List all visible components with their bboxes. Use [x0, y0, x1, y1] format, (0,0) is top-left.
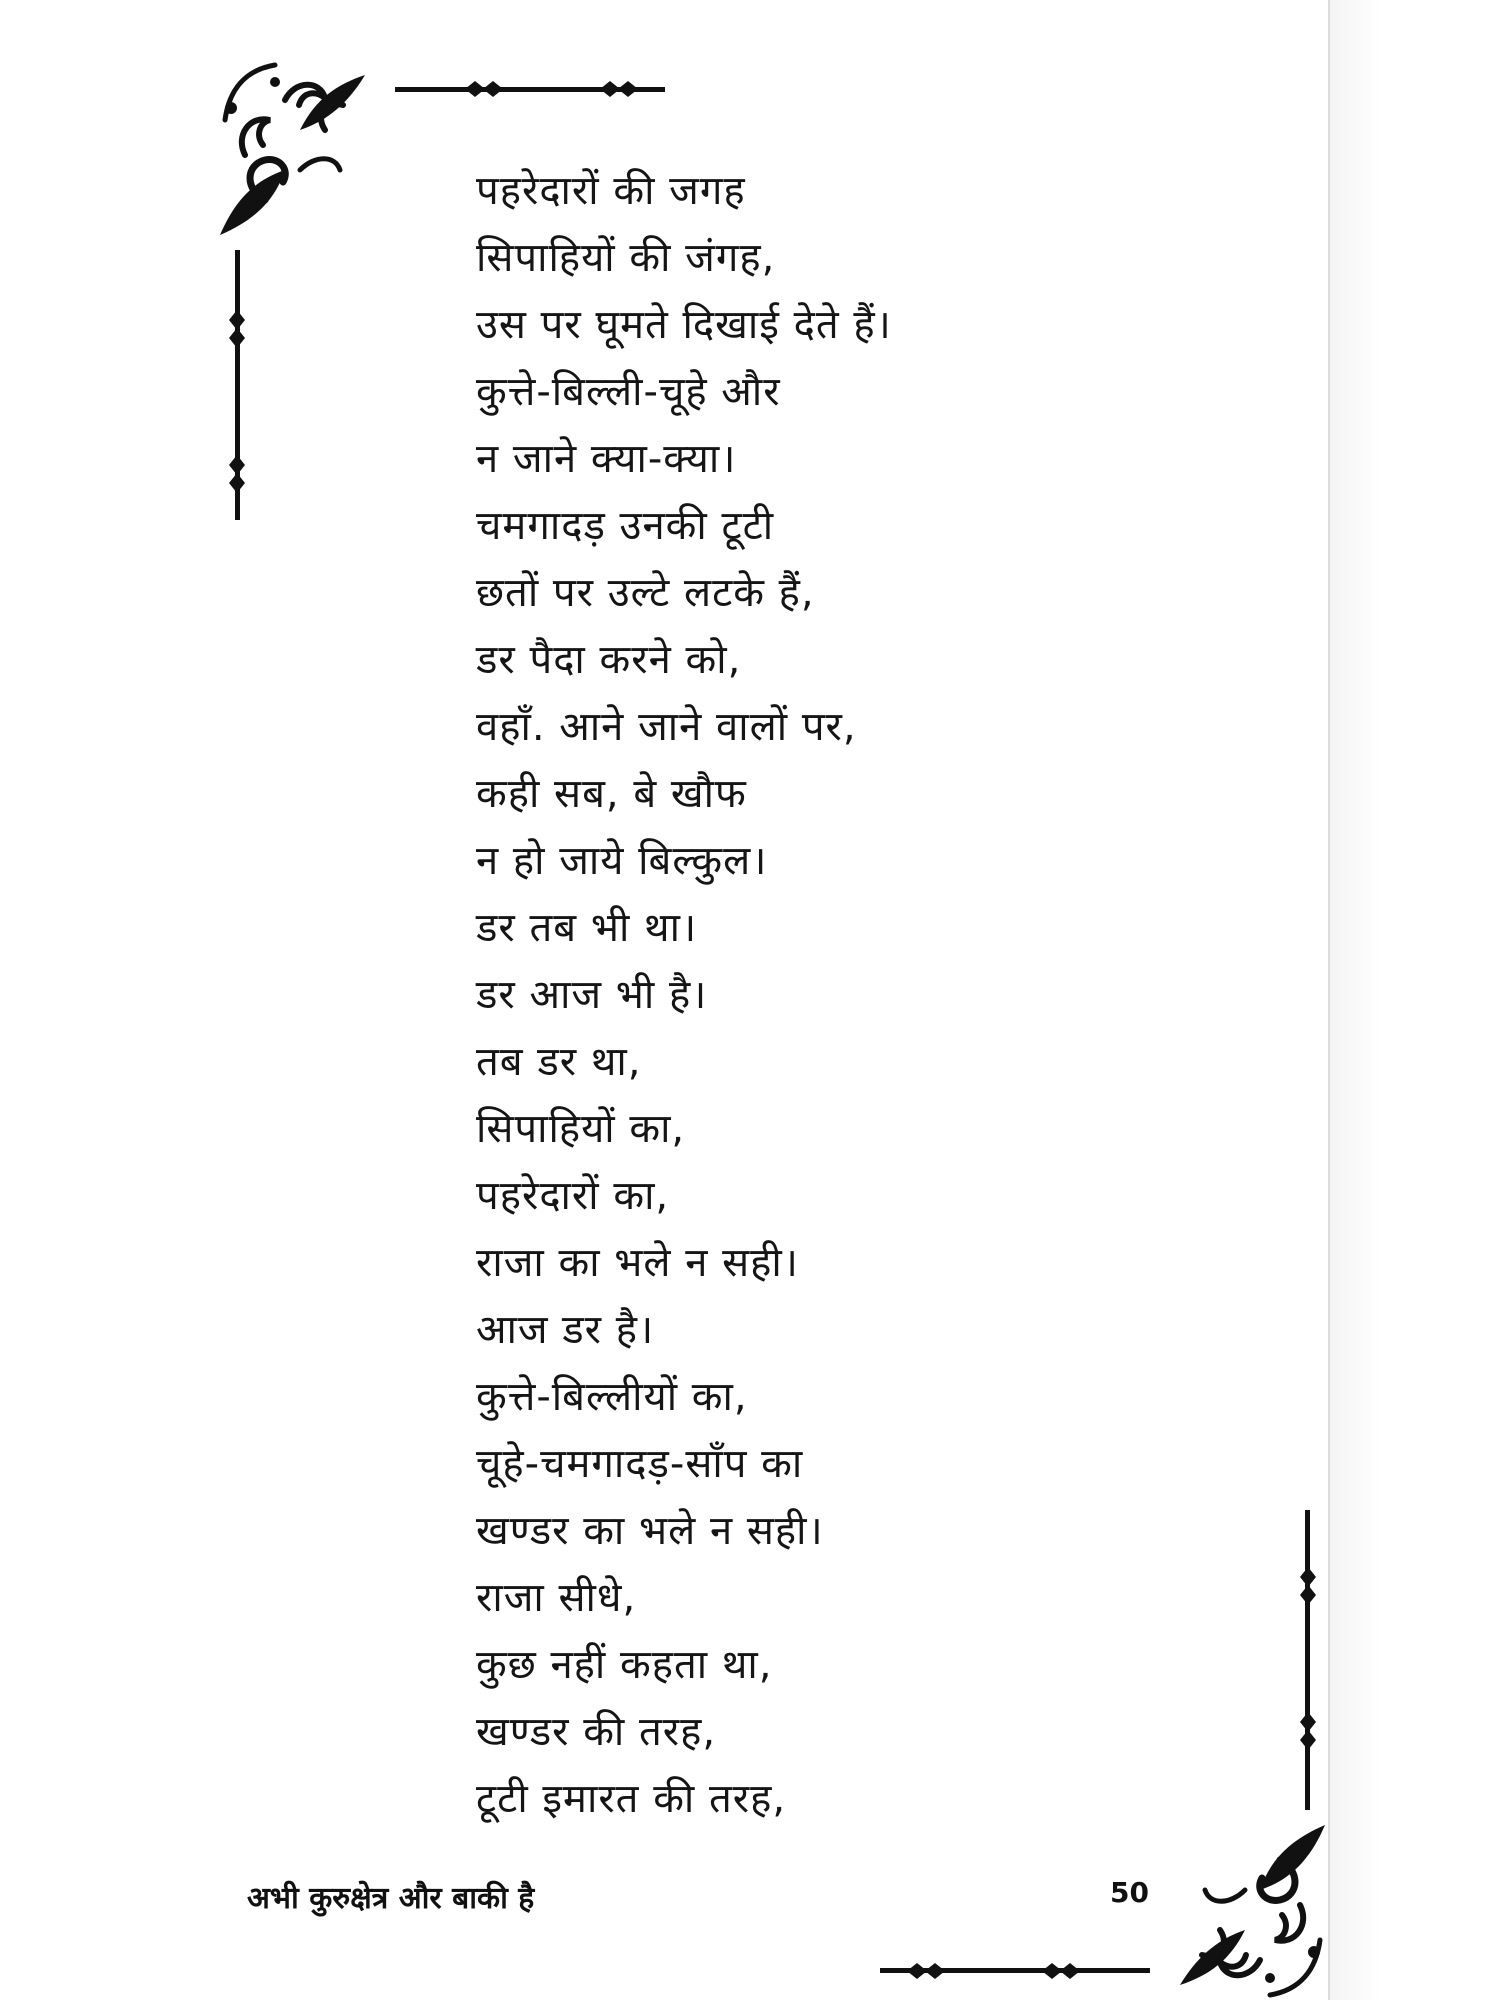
poem-line: राजा का भले न सही।	[476, 1240, 799, 1286]
poem-line: तब डर था,	[476, 1039, 642, 1085]
poem-line: कही सब, बे खौफ	[476, 771, 747, 817]
poem-line: सिपाहियों की जंगह,	[476, 235, 776, 281]
footer-book-title: अभी कुरुक्षेत्र और बाकी है	[247, 1881, 535, 1916]
poem-line: वहाँ. आने जाने वालों पर,	[476, 704, 857, 750]
poem-line: डर तब भी था।	[476, 905, 698, 951]
poem-line: पहरेदारों की जगह	[476, 168, 746, 214]
poem-line: डर पैदा करने को,	[476, 637, 742, 683]
poem-line: न हो जाये बिल्कुल।	[476, 838, 768, 884]
page-number: 50	[1110, 1876, 1149, 1909]
poem-line: चमगादड़ उनकी टूटी	[476, 503, 775, 549]
poem-line: उस पर घूमते दिखाई देते हैं।	[476, 302, 892, 348]
poem-line: छतों पर उल्टे लटके हैं,	[476, 570, 815, 616]
corner-ornament-bottom-right-icon	[880, 1490, 1330, 2000]
poem-line: पहरेदारों का,	[476, 1173, 670, 1219]
poem-line: सिपाहियों का,	[476, 1106, 686, 1152]
poem-body	[476, 158, 892, 1833]
poem-line: कुत्ते-बिल्ली-चूहे और	[476, 369, 781, 415]
page-edge-shadow	[1328, 0, 1500, 2000]
poem-line: कुत्ते-बिल्लीयों का,	[476, 1374, 748, 1420]
poem-line: चूहे-चमगादड़-साँप का	[476, 1441, 804, 1487]
poem-line: खण्डर की तरह,	[476, 1709, 717, 1755]
poem-line: कुछ नहीं कहता था,	[476, 1642, 773, 1688]
poem-line: टूटी इमारत की तरह,	[476, 1776, 787, 1822]
poem-line: आज डर है।	[476, 1307, 655, 1353]
poem-line: खण्डर का भले न सही।	[476, 1508, 824, 1554]
poem-line: डर आज भी है।	[476, 972, 708, 1018]
poem-line: राजा सीधे,	[476, 1575, 637, 1621]
poem-line: न जाने क्या-क्या।	[476, 436, 737, 482]
